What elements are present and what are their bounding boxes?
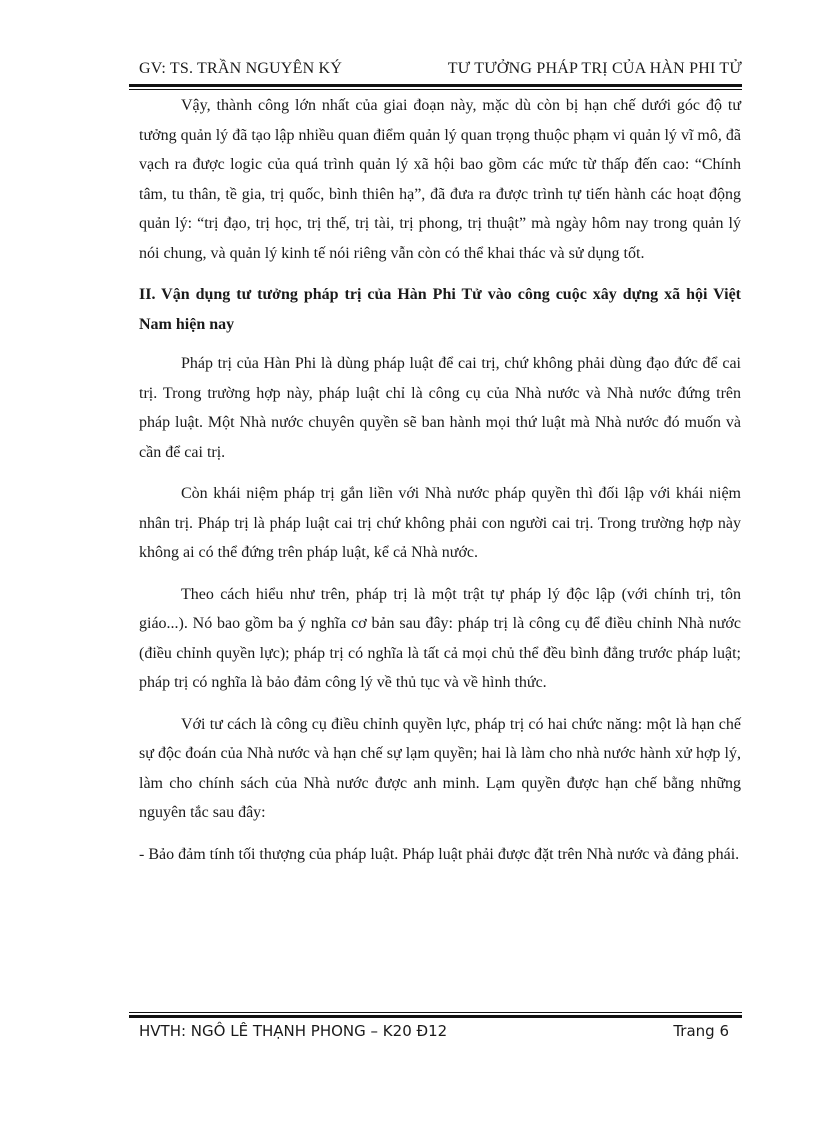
paragraph-rule-of-law-concept: Còn khái niệm pháp trị gắn liền với Nhà nước pháp quyền thì đối lập với khái niệm nhân trị. Pháp trị là pháp luật cai trị chứ không phải con người cai trị. Trong trường hợp này không ai có thể đứng trên pháp luật, kể cả Nhà nước.: [139, 485, 741, 561]
footer-rule-thin: [129, 1012, 742, 1013]
page-number: Trang 6: [673, 1022, 729, 1040]
paragraph-three-meanings: Theo cách hiểu như trên, pháp trị là một trật tự pháp lý độc lập (với chính trị, tôn giáo...). Nó bao gồm ba ý nghĩa cơ bản sau đây: pháp trị là công cụ để điều chỉnh Nhà nước (điều chỉnh quyền lực); pháp trị có nghĩa là tất cả mọi chủ thể đều bình đẳng trước pháp luật; pháp trị có nghĩa là bảo đảm công lý về thủ tục và về hình thức.: [139, 585, 741, 691]
page-footer: [139, 1022, 729, 1046]
footer-rule-thick: [129, 1015, 742, 1018]
footer-author: HVTH: NGÔ LÊ THẠNH PHONG – K20 Đ12: [139, 1022, 448, 1040]
page-header: [129, 58, 742, 84]
header-document-title: TƯ TƯỞNG PHÁP TRỊ CỦA HÀN PHI TỬ: [447, 60, 742, 77]
paragraph-power-regulation: Với tư cách là công cụ điều chỉnh quyền lực, pháp trị có hai chức năng: một là hạn chế sự độc đoán của Nhà nước và hạn chế sự lạm quyền; hai là làm cho nhà nước hành xử hợp lý, làm cho chính sách của Nhà nước được anh minh. Lạm quyền được hạn chế bằng những nguyên tắc sau đây:: [139, 715, 741, 821]
paragraph-intro: Vậy, thành công lớn nhất của giai đoạn này, mặc dù còn bị hạn chế dưới góc độ tư tưởng quản lý đã tạo lập nhiều quan điểm quản lý quan trọng thuộc phạm vi quản lý vĩ mô, đã vạch ra được logic của quá trình quản lý xã hội bao gồm các mức từ thấp đến cao: “Chính tâm, tu thân, tề gia, trị quốc, bình thiên hạ”, đã đưa ra được trình tự tiến hành các hoạt động quản lý: “trị đạo, trị học, trị thế, trị tài, trị phong, trị thuật” mà ngày hôm nay trong quản lý nói chung, và quản lý kinh tế nói riêng vẫn còn có thể khai thác và sử dụng tốt.: [139, 97, 741, 262]
header-instructor: GV: TS. TRẦN NGUYÊN KÝ: [139, 60, 343, 77]
section-heading: II. Vận dụng tư tưởng pháp trị của Hàn Phi Tử vào công cuộc xây dựng xã hội Việt Nam hiện nay: [139, 286, 741, 333]
header-rule-thick: [129, 84, 742, 87]
page-body: [139, 91, 741, 881]
header-rule-thin: [129, 89, 742, 90]
paragraph-han-phi-rule: Pháp trị của Hàn Phi là dùng pháp luật để cai trị, chứ không phải dùng đạo đức để cai trị. Trong trường hợp này, pháp luật chỉ là công cụ của Nhà nước và Nhà nước đứng trên pháp luật. Một Nhà nước chuyên quyền sẽ ban hành mọi thứ luật mà Nhà nước đó muốn và cần để cai trị.: [139, 355, 741, 461]
paragraph-bullet-supremacy: - Bảo đảm tính tối thượng của pháp luật. Pháp luật phải được đặt trên Nhà nước và đảng phái.: [139, 845, 740, 863]
